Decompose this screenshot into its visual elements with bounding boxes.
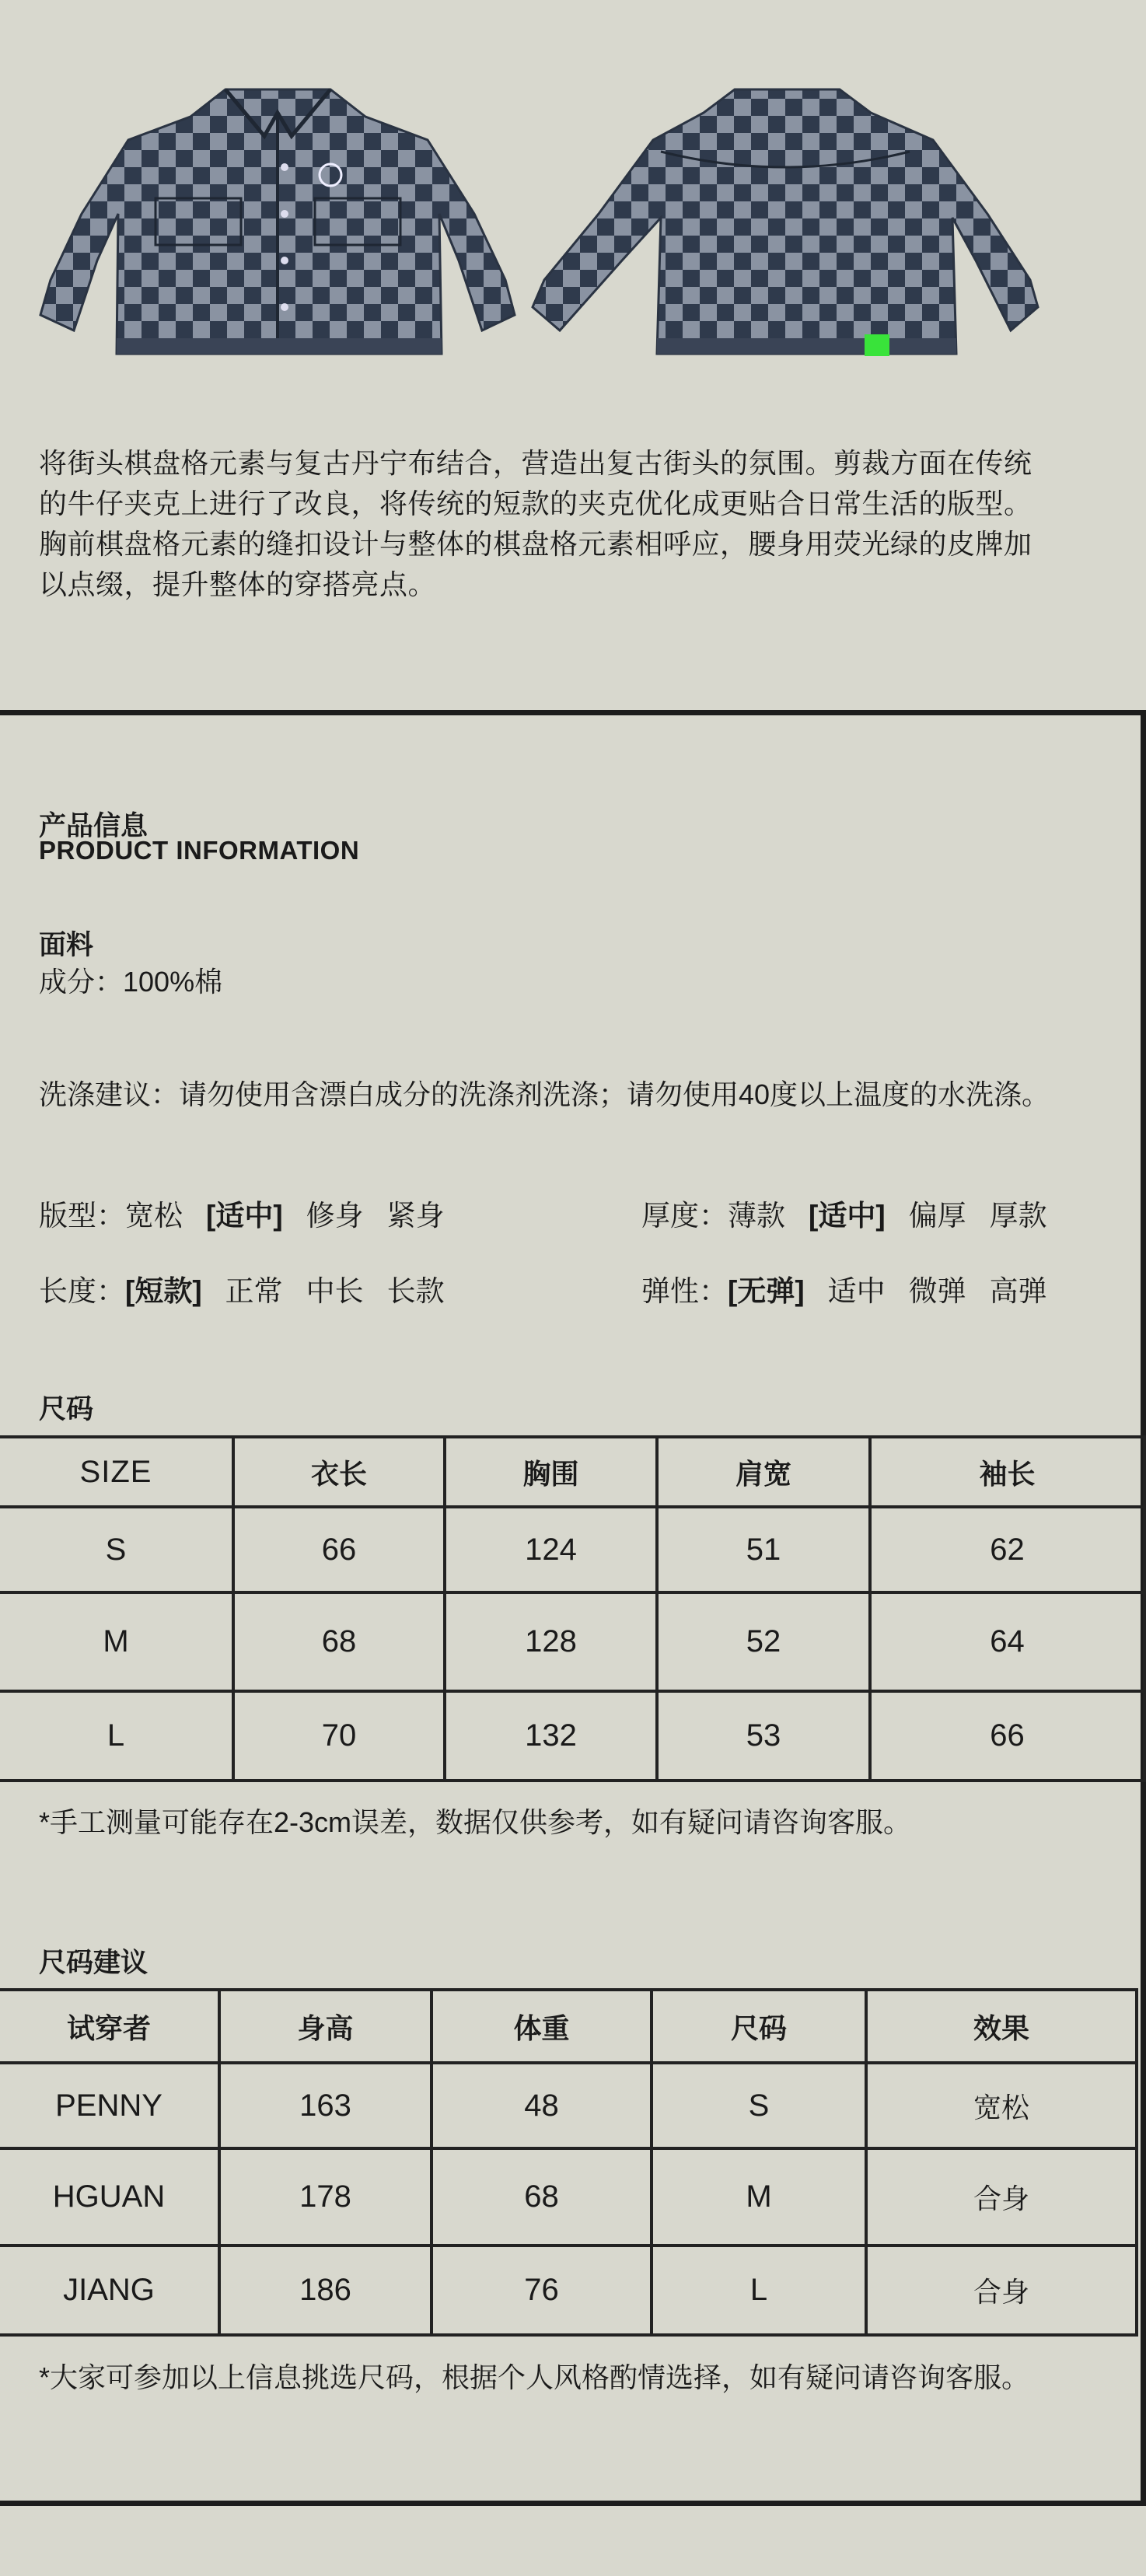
table-cell: 68: [233, 1592, 445, 1691]
table-header-row: [0, 1990, 1137, 2063]
table-cell: HGUAN: [0, 2148, 219, 2246]
size-advice-note: *大家可参加以上信息挑选尺码，根据个人风格酌情选择，如有疑问请咨询客服。: [39, 2361, 1030, 2393]
header-cell: 身高: [219, 1990, 431, 2063]
elasticity-label: 弹性：: [641, 1275, 728, 1307]
table-cell: PENNY: [0, 2063, 219, 2148]
wash-instructions: 洗涤建议：请勿使用含漂白成分的洗涤剂洗涤；请勿使用40度以上温度的水洗涤。: [39, 1078, 1050, 1110]
size-chart-title: 尺码: [39, 1394, 94, 1424]
table-cell: M: [652, 2148, 866, 2246]
thickness-label: 厚度：: [641, 1200, 728, 1232]
thickness-option: 偏厚: [908, 1200, 966, 1232]
description-line: 胸前棋盘格元素的缝扣设计与整体的棋盘格元素相呼应，腰身用荧光绿的皮牌加: [39, 528, 1032, 560]
thickness-option-selected: [适中]: [809, 1200, 886, 1232]
fit-option: 宽松: [125, 1200, 183, 1232]
table-row: [0, 1507, 1144, 1592]
jacket-back-image: [529, 82, 1042, 358]
header-cell: 胸围: [445, 1437, 657, 1507]
table-cell: 53: [657, 1691, 870, 1781]
jacket-front-image: [39, 82, 517, 358]
table-row: [0, 2246, 1137, 2335]
fit-label: 版型：: [39, 1200, 125, 1232]
table-cell: 76: [431, 2246, 652, 2335]
section-divider-top: [0, 710, 1146, 715]
table-cell: 178: [219, 2148, 431, 2246]
table-row: [0, 1691, 1144, 1781]
table-cell: S: [652, 2063, 866, 2148]
fabric-label: 面料: [39, 930, 94, 960]
header-cell: 体重: [431, 1990, 652, 2063]
table-cell: JIANG: [0, 2246, 219, 2335]
table-cell: 68: [431, 2148, 652, 2246]
header-cell: SIZE: [0, 1437, 233, 1507]
header-cell: 尺码: [652, 1990, 866, 2063]
product-info-title-cn: 产品信息: [39, 811, 148, 841]
table-cell: 66: [233, 1507, 445, 1592]
table-cell: 宽松: [866, 2063, 1137, 2148]
table-cell: 合身: [866, 2246, 1137, 2335]
size-advice-table: [0, 1988, 1138, 2337]
thickness-row: [641, 1192, 1071, 1234]
green-tag: [865, 334, 889, 356]
product-info-title-en: PRODUCT INFORMATION: [39, 836, 360, 865]
table-header-row: [0, 1437, 1144, 1507]
fit-option: 修身: [306, 1200, 364, 1232]
length-option: 长款: [386, 1275, 445, 1307]
length-option: 中长: [306, 1275, 364, 1307]
elasticity-option-selected: [无弹]: [728, 1275, 805, 1307]
length-option-selected: [短款]: [125, 1275, 202, 1307]
header-cell: 衣长: [233, 1437, 445, 1507]
header-cell: 袖长: [870, 1437, 1144, 1507]
fit-option-selected: [适中]: [206, 1200, 283, 1232]
table-cell: 128: [445, 1592, 657, 1691]
elasticity-row: [641, 1267, 1071, 1309]
elasticity-option: 微弹: [908, 1275, 966, 1307]
description-line: 将街头棋盘格元素与复古丹宁布结合，营造出复古街头的氛围。剪裁方面在传统: [39, 447, 1032, 479]
table-row: [0, 2063, 1137, 2148]
table-cell: 62: [870, 1507, 1144, 1592]
size-advice-title: 尺码建议: [39, 1948, 148, 1978]
table-cell: S: [0, 1507, 233, 1592]
description-line: 的牛仔夹克上进行了改良，将传统的短款的夹克优化成更贴合日常生活的版型。: [39, 488, 1032, 519]
table-cell: 66: [870, 1691, 1144, 1781]
elasticity-option: 适中: [827, 1275, 886, 1307]
table-cell: 163: [219, 2063, 431, 2148]
thickness-option: 薄款: [728, 1200, 785, 1232]
table-cell: 132: [445, 1691, 657, 1781]
product-description: [39, 443, 1073, 605]
description-line: 以点缀，提升整体的穿搭亮点。: [39, 568, 437, 600]
header-cell: 效果: [866, 1990, 1137, 2063]
fit-row: [39, 1192, 468, 1234]
table-cell: 64: [870, 1592, 1144, 1691]
table-row: [0, 2148, 1137, 2246]
header-cell: 试穿者: [0, 1990, 219, 2063]
size-chart-table: [0, 1435, 1146, 1782]
elasticity-option: 高弹: [989, 1275, 1047, 1307]
section-divider-bottom: [0, 2501, 1146, 2506]
table-cell: 51: [657, 1507, 870, 1592]
table-cell: L: [0, 1691, 233, 1781]
table-cell: 合身: [866, 2148, 1137, 2246]
table-cell: 186: [219, 2246, 431, 2335]
table-cell: 52: [657, 1592, 870, 1691]
header-cell: 肩宽: [657, 1437, 870, 1507]
fabric-value: 成分：100%棉: [39, 966, 223, 998]
length-label: 长度：: [39, 1275, 125, 1307]
table-cell: L: [652, 2246, 866, 2335]
table-row: [0, 1592, 1144, 1691]
size-chart-note: *手工测量可能存在2-3cm误差，数据仅供参考，如有疑问请咨询客服。: [39, 1806, 912, 1838]
length-option: 正常: [225, 1275, 283, 1307]
table-cell: 48: [431, 2063, 652, 2148]
length-row: [39, 1267, 468, 1309]
table-cell: 124: [445, 1507, 657, 1592]
fit-option: 紧身: [386, 1200, 445, 1232]
table-cell: M: [0, 1592, 233, 1691]
thickness-option: 厚款: [989, 1200, 1047, 1232]
table-cell: 70: [233, 1691, 445, 1781]
